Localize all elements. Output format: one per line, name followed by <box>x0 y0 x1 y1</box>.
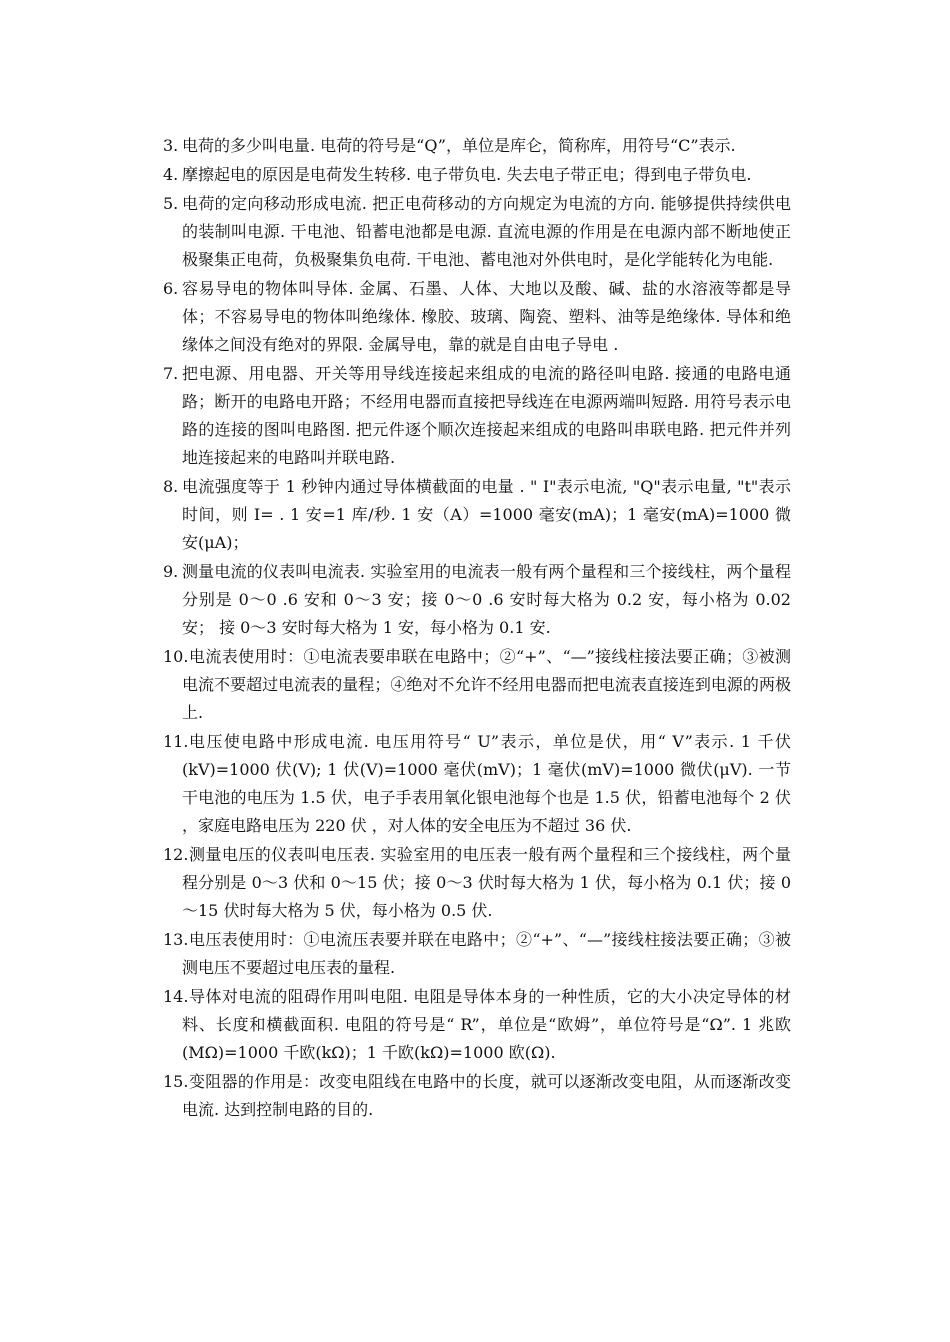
list-item <box>163 161 791 189</box>
item-text: 电流表使用时：①电流表要串联在电路中；②“+”、“—”接线柱接法要正确；③被测电流不要超过电流表的量程；④绝对不允许不经用电器而把电流表直接连到电源的两极上. <box>182 647 791 722</box>
list-item <box>163 643 791 727</box>
document-body <box>163 132 791 1125</box>
item-text: 测量电流的仪表叫电流表. 实验室用的电流表一般有两个量程和三个接线柱，两个量程分别是 0～0 .6 安和 0～3 安；接 0～0 .6 安时每大格为 0.2 安，每小格为 0.02 安； 接 0～3 安时每大格为 1 安，每小格为 0.1 安. <box>182 562 791 637</box>
item-number: 5. <box>163 194 179 213</box>
item-number: 10. <box>163 647 189 666</box>
list-item <box>163 473 791 557</box>
list-item <box>163 1068 791 1124</box>
list-item <box>163 190 791 274</box>
item-number: 6. <box>163 279 179 298</box>
item-text: 电压表使用时：①电流压表要并联在电路中；②“+”、“—”接线柱接法要正确；③被测电压不要超过电压表的量程. <box>182 930 791 977</box>
item-number: 3. <box>163 136 179 155</box>
list-item <box>163 926 791 982</box>
item-text: 把电源、用电器、开关等用导线连接起来组成的电流的路径叫电路. 接通的电路电通路；断开的电路电开路；不经用电器而直接把导线连在电源两端叫短路. 用符号表示电路的连接的图叫电路图. 把元件逐个顺次连接起来组成的电路叫串联电路. 把元件并列地连接起来的电路叫并联电路. <box>182 364 791 467</box>
list-item <box>163 132 791 160</box>
item-text: 导体对电流的阻碍作用叫电阻. 电阻是导体本身的一种性质，它的大小决定导体的材料、长度和横截面积. 电阻的符号是“ R”，单位是“欧姆”，单位符号是“Ω”. 1 兆欧(MΩ)=1000 千欧(kΩ)；1 千欧(kΩ)=1000 欧(Ω). <box>182 987 791 1062</box>
list-item <box>163 360 791 472</box>
item-text: 电荷的多少叫电量. 电荷的符号是“Q”，单位是库仑，简称库，用符号“C”表示. <box>182 136 736 155</box>
item-text: 变阻器的作用是：改变电阻线在电路中的长度，就可以逐渐改变电阻，从而逐渐改变电流. 达到控制电路的目的. <box>182 1072 791 1119</box>
item-text: 电荷的定向移动形成电流. 把正电荷移动的方向规定为电流的方向. 能够提供持续供电的装制叫电源. 干电池、铅蓄电池都是电源. 直流电源的作用是在电源内部不断地使正极聚集正电荷，负极聚集负电荷. 干电池、蓄电池对外供电时，是化学能转化为电能. <box>182 194 791 269</box>
item-number: 9. <box>163 562 179 581</box>
item-text: 容易导电的物体叫导体. 金属、石墨、人体、大地以及酸、碱、盐的水溶液等都是导体；不容易导电的物体叫绝缘体. 橡胶、玻璃、陶瓷、塑料、油等是绝缘体. 导体和绝缘体之间没有绝对的界限. 金属导电，靠的就是自由电子导电 . <box>182 279 791 354</box>
list-item <box>163 728 791 840</box>
item-number: 4. <box>163 165 179 184</box>
list-item <box>163 558 791 642</box>
item-text: 电流强度等于 1 秒钟内通过导体横截面的电量 . " I"表示电流, "Q"表示电量, "t"表示时间，则 I= . 1 安=1 库/秒. 1 安（A）=1000 毫安(mA)；1 毫安(mA)=1000 微安(μA)； <box>182 477 791 552</box>
list-item <box>163 983 791 1067</box>
item-number: 12. <box>163 845 189 864</box>
item-number: 13. <box>163 930 189 949</box>
item-text: 摩擦起电的原因是电荷发生转移. 电子带负电. 失去电子带正电；得到电子带负电. <box>182 165 752 184</box>
item-number: 15. <box>163 1072 189 1091</box>
item-number: 14. <box>163 987 189 1006</box>
list-item <box>163 275 791 359</box>
item-text: 电压使电路中形成电流. 电压用符号“ U”表示，单位是伏，用“ V”表示. 1 千伏(kV)=1000 伏(V); 1 伏(V)=1000 毫伏(mV)；1 毫伏(mV)=1000 微伏(μV). 一节干电池的电压为 1.5 伏，电子手表用氧化银电池每个也是 1.5 伏，铅蓄电池每个 2 伏 ，家庭电路电压为 220 伏 ，对人体的安全电压为不超过 36 伏. <box>182 732 791 835</box>
item-text: 测量电压的仪表叫电压表. 实验室用的电压表一般有两个量程和三个接线柱，两个量程分别是 0～3 伏和 0～15 伏；接 0～3 伏时每大格为 1 伏，每小格为 0.1 伏；接 0～15 伏时每大格为 5 伏，每小格为 0.5 伏. <box>182 845 791 920</box>
item-number: 8. <box>163 477 179 496</box>
list-item <box>163 841 791 925</box>
item-number: 7. <box>163 364 179 383</box>
item-number: 11. <box>163 732 189 751</box>
